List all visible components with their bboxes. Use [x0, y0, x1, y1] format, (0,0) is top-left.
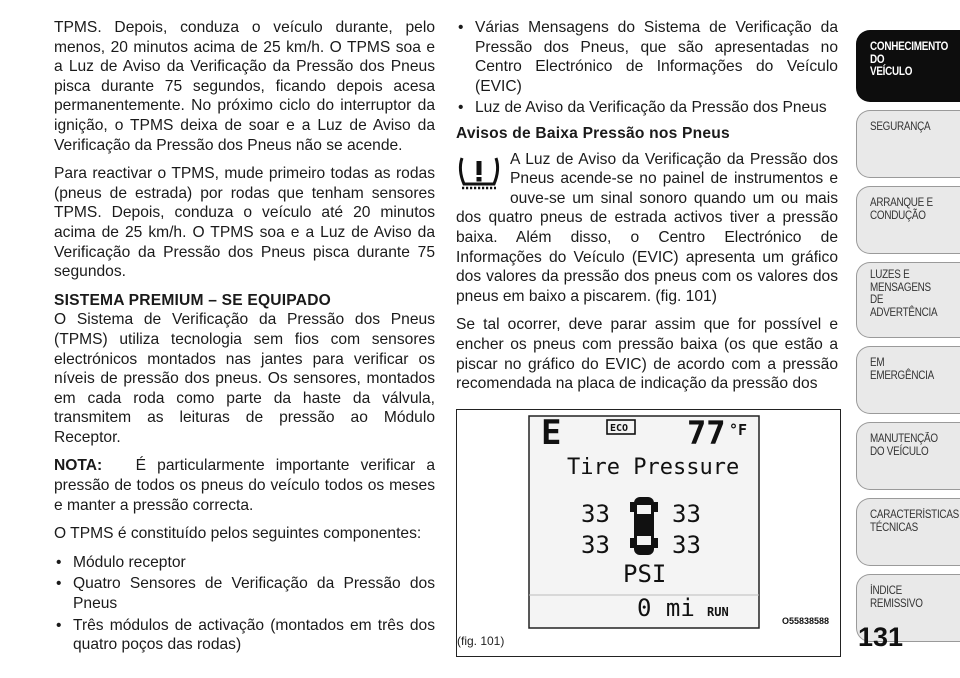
note [54, 456, 435, 515]
paragraph: Para reactivar o TPMS, mude primeiro todas as rodas (pneus de estrada) por rodas que tenham sensores TPMS. Depois, conduza o veículo até 20 minutos acima de 25 km/h. O TPMS soa e a Luz de Aviso da Verificação da Pressão dos Pneus pisca durante 75 segundos. [54, 165, 435, 281]
tab-conhecimento-do-veiculo[interactable] [856, 30, 960, 102]
evic-display [457, 410, 840, 656]
temperature-unit: °F [729, 421, 748, 439]
tab-label: CARACTERÍSTICAS TÉCNICAS [870, 509, 960, 534]
tire-front-right: 33 [672, 500, 701, 528]
component-list-continued [456, 18, 838, 118]
temperature: 77 [687, 414, 726, 452]
note-label: NOTA: [54, 457, 103, 475]
compass-reading: E [541, 413, 562, 453]
tab-label: ÍNDICE REMISSIVO [870, 585, 923, 610]
tire-front-left: 33 [581, 500, 610, 528]
tab-label: ARRANQUE E CONDUÇÃO [870, 197, 933, 222]
list-item: • Módulo receptor [54, 553, 435, 573]
paragraph: O TPMS é constituído pelos seguintes componentes: [54, 525, 422, 543]
component-list [54, 553, 435, 655]
tab-label: CONHECIMENTO DO VEÍCULO [870, 41, 949, 78]
run-indicator: RUN [707, 605, 729, 619]
left-column [54, 18, 435, 661]
list-item: • Várias Mensagens do Sistema de Verificação da Pressão dos Pneus, que são apresentadas no Centro Electrónico de Informações do Veículo (EVIC) [456, 18, 838, 96]
tire-pressure-warning-icon [456, 152, 502, 194]
display-title: Tire Pressure [567, 455, 740, 480]
tab-label: EM EMERGÊNCIA [870, 357, 934, 382]
tab-seguranca[interactable] [856, 110, 960, 178]
evic-figure [456, 409, 841, 657]
list-item: • Três módulos de activação (montados em três dos quatro poços das rodas) [54, 616, 435, 655]
tab-em-emergencia[interactable] [856, 346, 960, 414]
vehicle-icon [630, 497, 658, 555]
tab-label: MANUTENÇÃO DO VEÍCULO [870, 433, 938, 458]
section-heading: SISTEMA PREMIUM – SE EQUIPADO [54, 291, 331, 309]
note-text: É particularmente importante verificar a pressão de todos os pneus do veículo todos os meses e manter a pressão correcta. [54, 457, 436, 514]
list-item: • Luz de Aviso da Verificação da Pressão dos Pneus [456, 98, 838, 118]
list-item: • Quatro Sensores de Verificação da Pressão dos Pneus [54, 574, 435, 613]
section-heading: Avisos de Baixa Pressão nos Pneus [456, 124, 730, 142]
paragraph: Se tal ocorrer, deve parar assim que for possível e encher os pneus com pressão baixa (os que estão a piscar no gráfico do EVIC) de acordo com a pressão recomendada na placa de indicação da pressão dos [456, 316, 838, 393]
tab-caracteristicas-tecnicas[interactable] [856, 498, 960, 566]
paragraph: O Sistema de Verificação da Pressão dos Pneus (TPMS) utiliza tecnologia sem fios com sensores electrónicos montados nas jantes para verificar os níveis de pressão dos pneus. Os sensores, montados em cada roda como parte da haste da válvula, transmitem as leituras de pressão ao Módulo Receptor. [54, 311, 435, 446]
odometer: 0 mi [637, 594, 695, 622]
tire-rear-left: 33 [581, 531, 610, 559]
pressure-unit: PSI [623, 560, 667, 588]
paragraph: TPMS. Depois, conduza o veículo durante, pelo menos, 20 minutos acima de 25 km/h. O TPMS soa e a Luz de Aviso da Verificação da Pressão dos Pneus pisca durante 75 segundos, ficando depois acesa permanentemente. No próximo ciclo do interruptor da ignição, o TPMS deixa de soar e a Luz de Aviso da Verificação da Pressão dos Pneus não se acende. [54, 19, 435, 154]
tire-rear-right: 33 [672, 531, 701, 559]
page-number: 131 [858, 622, 904, 652]
chapter-tabs [856, 30, 960, 650]
right-column [456, 18, 838, 403]
tab-arranque-e-conducao[interactable] [856, 186, 960, 254]
tab-manutencao-do-veiculo[interactable] [856, 422, 960, 490]
figure-code: O55838588 [782, 616, 830, 626]
tab-label: SEGURANÇA [870, 121, 931, 133]
tab-label: LUZES E MENSAGENS DE ADVERTÊNCIA [870, 269, 938, 319]
tab-luzes-e-mensagens[interactable] [856, 262, 960, 338]
warning-block [456, 150, 838, 307]
eco-indicator: ECO [610, 423, 629, 434]
figure-caption: (fig. 101) [457, 634, 505, 648]
paragraph: A Luz de Aviso da Verificação da Pressão dos Pneus acende-se no painel de instrumentos e ouve-se um sinal sonoro quando um ou mais dos quatro pneus de estrada activos tiver a pressão baixa. Além disso, o Centro Electrónico de Informações do Veículo (EVIC) apresenta um gráfico dos valores da pressão dos pneus com os valores dos pneus em baixo a piscarem. (fig. 101) [456, 150, 838, 305]
